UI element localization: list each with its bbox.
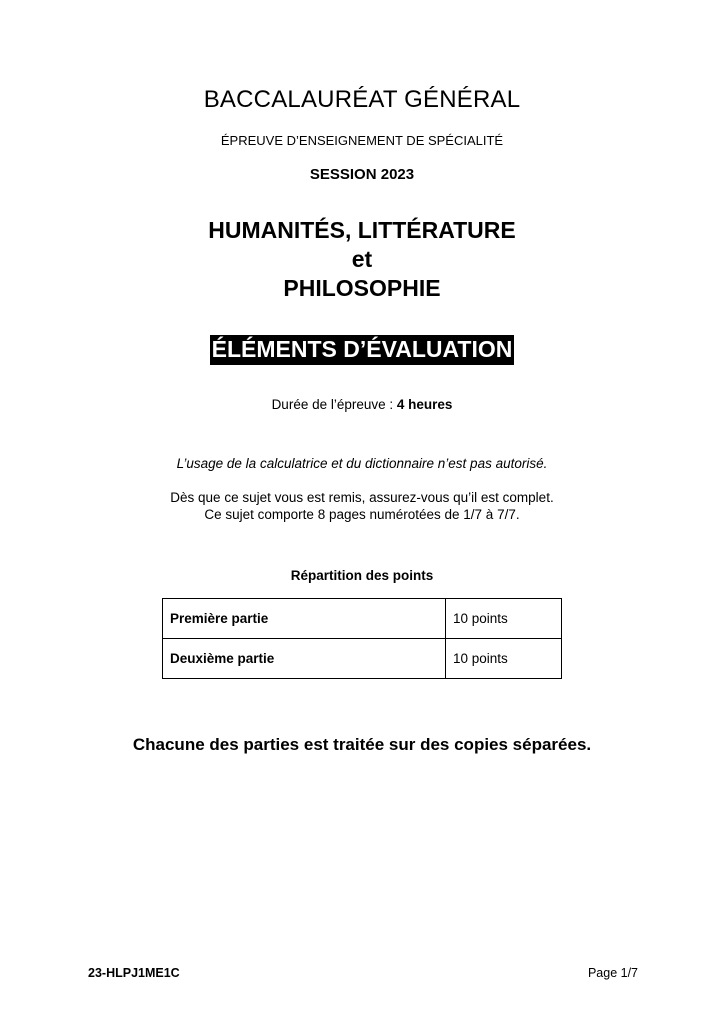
subject-title (0, 216, 724, 303)
table-row (163, 639, 562, 679)
part-points-cell: 10 points (446, 599, 562, 639)
table-row (163, 599, 562, 639)
duration-value: 4 heures (396, 397, 453, 412)
exam-session: SESSION 2023 (309, 166, 415, 183)
points-distribution-title: Répartition des points (290, 568, 434, 583)
subject-line-3: PHILOSOPHIE (283, 275, 441, 301)
completeness-notice (0, 489, 724, 523)
duration-label: Durée de l’épreuve : (271, 397, 397, 412)
exam-duration (0, 397, 724, 412)
evaluation-banner: ÉLÉMENTS D’ÉVALUATION (210, 335, 515, 365)
page-number: Page 1/7 (587, 966, 638, 980)
separate-copies-note: Chacune des parties est traitée sur des copies séparées. (132, 735, 592, 754)
exam-title: BACCALAURÉAT GÉNÉRAL (203, 86, 521, 113)
subject-code: 23-HLPJ1ME1C (88, 966, 180, 980)
exam-subtitle: ÉPREUVE D’ENSEIGNEMENT DE SPÉCIALITÉ (220, 133, 504, 148)
points-table (162, 598, 562, 679)
complete-check-text: Dès que ce sujet vous est remis, assurez-vous qu’il est complet. (170, 490, 554, 505)
calculator-notice: L’usage de la calculatrice et du dictionnaire n’est pas autorisé. (176, 456, 548, 471)
part-name-cell: Première partie (163, 599, 446, 639)
page-count-text: Ce sujet comporte 8 pages numérotées de 1/7 à 7/7. (204, 507, 520, 522)
subject-line-1: HUMANITÉS, LITTÉRATURE (208, 217, 516, 243)
part-name-cell: Deuxième partie (163, 639, 446, 679)
part-points-cell: 10 points (446, 639, 562, 679)
subject-line-2: et (351, 246, 373, 272)
evaluation-banner-wrapper (0, 335, 724, 365)
